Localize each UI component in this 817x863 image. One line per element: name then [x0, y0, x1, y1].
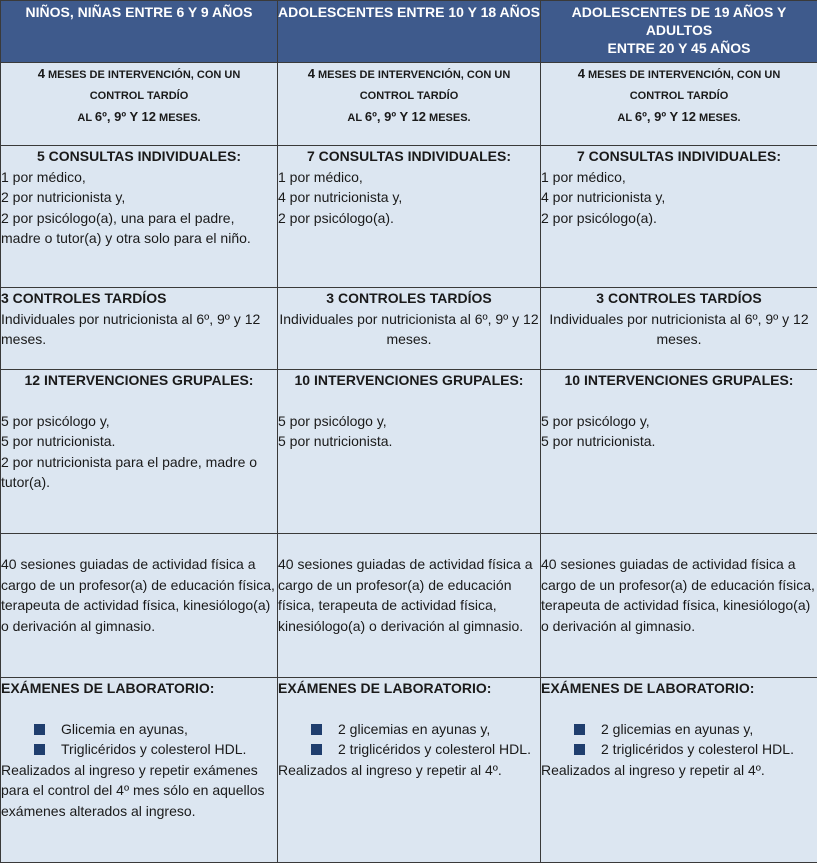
row-group-interventions — [1, 370, 817, 534]
header-text: ENTRE 20 Y 45 AÑOS — [541, 39, 817, 57]
exam-list — [1, 719, 277, 760]
list-item: 2 triglicéridos y colesterol HDL. — [278, 739, 540, 760]
header-text: ADOLESCENTES DE 19 AÑOS Y — [541, 3, 817, 21]
cell-physical-activity: 40 sesiones guiadas de actividad física a cargo de un profesor(a) de educación física, terapeuta de actividad física, kinesiólogo(a) o derivación al gimnasio. — [1, 534, 278, 678]
cell-physical-activity: 40 sesiones guiadas de actividad física a cargo de un profesor(a) de educación física, terapeuta de actividad física, kinesiólogo(a) o derivación al gimnasio. — [541, 534, 817, 678]
cell-late-controls: 3 CONTROLES TARDÍOS Individuales por nutricionista al 6º, 9º y 12 meses. — [541, 288, 817, 370]
header-adults — [541, 1, 817, 63]
row-physical-activity — [1, 534, 817, 678]
list-item: 2 glicemias en ayunas y, — [278, 719, 540, 740]
exam-list — [278, 719, 540, 760]
cell-physical-activity: 40 sesiones guiadas de actividad física a cargo de un profesor(a) de educación física, terapeuta de actividad física, kinesiólogo(a) o derivación al gimnasio. — [278, 534, 541, 678]
square-bullet-icon — [34, 744, 45, 755]
cell-months: 4 MESES DE INTERVENCIÓN, CON UN CONTROL TARDÍO AL 6º, 9º Y 12 MESES. — [541, 63, 817, 146]
cell-consultations: 5 CONSULTAS INDIVIDUALES: 1 por médico, 2 por nutricionista y, 2 por psicólogo(a), una para el padre, madre o tutor(a) y otra solo para el niño. — [1, 146, 278, 288]
square-bullet-icon — [574, 744, 585, 755]
cell-group-interventions: 10 INTERVENCIONES GRUPALES: 5 por psicólogo y, 5 por nutricionista. — [278, 370, 541, 534]
cell-months: 4 MESES DE INTERVENCIÓN, CON UN CONTROL TARDÍO AL 6º, 9º Y 12 MESES. — [278, 63, 541, 146]
cell-lab-exams: EXÁMENES DE LABORATORIO: 2 glicemias en ayunas y, 2 triglicéridos y colesterol HDL. Realizados al ingreso y repetir al 4º. — [278, 678, 541, 863]
cell-lab-exams: EXÁMENES DE LABORATORIO: 2 glicemias en ayunas y, 2 triglicéridos y colesterol HDL. Realizados al ingreso y repetir al 4º. — [541, 678, 817, 863]
cell-lab-exams: EXÁMENES DE LABORATORIO: Glicemia en ayunas, Triglicéridos y colesterol HDL. Realizados al ingreso y repetir exámenes para el control del 4º mes sólo en aquellos exámenes alterados al ingreso. — [1, 678, 278, 863]
header-text: NIÑOS, NIÑAS ENTRE 6 Y 9 AÑOS — [26, 4, 253, 20]
list-item: Glicemia en ayunas, — [1, 719, 277, 740]
cell-consultations: 7 CONSULTAS INDIVIDUALES: 1 por médico, 4 por nutricionista y, 2 por psicólogo(a). — [278, 146, 541, 288]
square-bullet-icon — [574, 724, 585, 735]
exam-list — [541, 719, 817, 760]
list-item: Triglicéridos y colesterol HDL. — [1, 739, 277, 760]
row-consultations — [1, 146, 817, 288]
header-row — [1, 1, 817, 63]
list-item: 2 glicemias en ayunas y, — [541, 719, 817, 740]
cell-group-interventions: 12 INTERVENCIONES GRUPALES: 5 por psicólogo y, 5 por nutricionista. 2 por nutricionista para el padre, madre o tutor(a). — [1, 370, 278, 534]
square-bullet-icon — [311, 744, 322, 755]
row-intervention-months — [1, 63, 817, 146]
header-text: ADOLESCENTES ENTRE 10 Y 18 AÑOS — [278, 4, 540, 20]
row-late-controls — [1, 288, 817, 370]
cell-months: 4 MESES DE INTERVENCIÓN, CON UN CONTROL TARDÍO AL 6º, 9º Y 12 MESES. — [1, 63, 278, 146]
cell-late-controls: 3 CONTROLES TARDÍOS Individuales por nutricionista al 6º, 9º y 12 meses. — [1, 288, 278, 370]
header-children — [1, 1, 278, 63]
header-adolescents — [278, 1, 541, 63]
row-lab-exams — [1, 678, 817, 863]
list-item: 2 triglicéridos y colesterol HDL. — [541, 739, 817, 760]
cell-late-controls: 3 CONTROLES TARDÍOS Individuales por nutricionista al 6º, 9º y 12 meses. — [278, 288, 541, 370]
square-bullet-icon — [34, 724, 45, 735]
cell-group-interventions: 10 INTERVENCIONES GRUPALES: 5 por psicólogo y, 5 por nutricionista. — [541, 370, 817, 534]
square-bullet-icon — [311, 724, 322, 735]
cell-consultations: 7 CONSULTAS INDIVIDUALES: 1 por médico, 4 por nutricionista y, 2 por psicólogo(a). — [541, 146, 817, 288]
header-text: ADULTOS — [541, 21, 817, 39]
